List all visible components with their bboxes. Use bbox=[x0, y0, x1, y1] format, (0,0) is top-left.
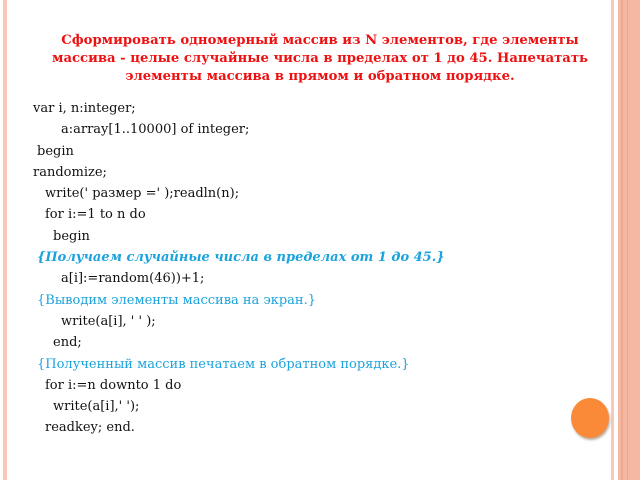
code-line: begin bbox=[53, 228, 90, 244]
right-border-line bbox=[627, 0, 628, 480]
code-line: a[i]:=random(46))+1; bbox=[61, 271, 205, 287]
code-line: var i, n:integer; bbox=[33, 101, 136, 116]
code-block bbox=[33, 98, 445, 439]
code-line: write(' размер =' );readln(n); bbox=[45, 186, 240, 202]
code-comment: {Выводим элементы массива на экран.} bbox=[37, 292, 316, 308]
right-border-stripe bbox=[611, 0, 614, 480]
code-line: begin bbox=[37, 143, 74, 159]
code-line: for i:=n downto 1 do bbox=[45, 377, 182, 393]
code-comment: {Получаем случайные числа в пределах от 1 до 45.} bbox=[37, 250, 445, 266]
code-line: for i:=1 to n do bbox=[45, 207, 146, 223]
code-line: write(a[i], ' ' ); bbox=[61, 313, 156, 329]
orange-circle-icon bbox=[571, 398, 609, 438]
left-border-stripe bbox=[3, 0, 7, 480]
code-line: end; bbox=[53, 335, 82, 351]
code-line: write(a[i],' '); bbox=[53, 399, 140, 415]
slide-title: Сформировать одномерный массив из N элементов, где элементы массива - целые случайные числа в пределах от 1 до 45. Напечатать элементы массива в прямом и обратном порядке. bbox=[52, 33, 588, 84]
code-line: readkey; end. bbox=[45, 420, 135, 436]
code-line: a:array[1..10000] of integer; bbox=[61, 122, 250, 138]
right-border-line bbox=[621, 0, 623, 480]
code-comment: {Полученный массив печатаем в обратном порядке.} bbox=[37, 356, 410, 372]
code-line: randomize; bbox=[33, 164, 107, 180]
